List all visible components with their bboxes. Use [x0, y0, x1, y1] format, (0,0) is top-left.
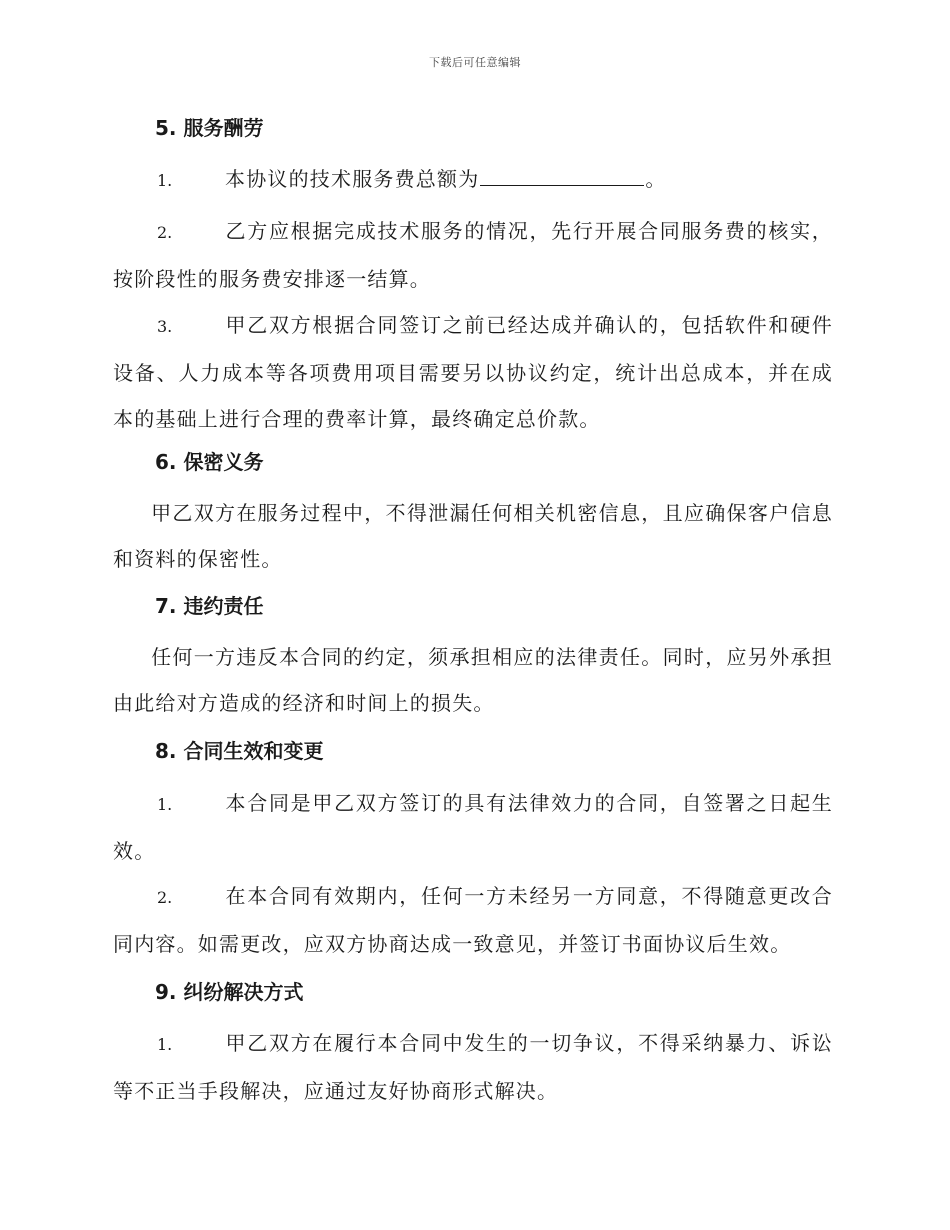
clause-number: 2.: [157, 888, 173, 907]
section-heading-6: 6. 保密义务: [155, 450, 264, 474]
clause-text: 在本合同有效期内，任何一方未经另一方同意，不得随意更改合同内容。如需更改，应双方协商达成一致意见，并签订书面协议后生效。: [113, 884, 833, 956]
clause-text: 本协议的技术服务费总额为: [225, 167, 480, 191]
paragraph-7: [113, 634, 833, 726]
section-heading-9: 9. 纠纷解决方式: [155, 980, 304, 1004]
clause-number: 1.: [157, 795, 173, 814]
clause-number: 1.: [157, 171, 173, 190]
clause-text: 甲乙双方在履行本合同中发生的一切争议，不得采纳暴力、诉讼等不正当手段解决，应通过友好协商形式解决。: [113, 1031, 833, 1103]
section-heading-8: 8. 合同生效和变更: [155, 739, 324, 763]
clause-5-3: [113, 302, 833, 442]
section-heading-5: 5. 服务酬劳: [155, 116, 264, 140]
clause-text: 甲乙双方根据合同签订之前已经达成并确认的，包括软件和硬件设备、人力成本等各项费用项目需要另以协议约定，统计出总成本，并在成本的基础上进行合理的费率计算，最终确定总价款。: [113, 313, 833, 431]
clause-number: 3.: [157, 317, 173, 336]
clause-8-2: [113, 873, 833, 967]
paragraph-6: [113, 490, 833, 582]
section-heading-7: 7. 违约责任: [155, 594, 264, 618]
clause-5-1: [113, 156, 833, 204]
clause-text: 乙方应根据完成技术服务的情况，先行开展合同服务费的核实，按阶段性的服务费安排逐一结算。: [113, 219, 833, 291]
fee-amount-blank: [480, 167, 644, 186]
paragraph-text: 任何一方违反本合同的约定，须承担相应的法律责任。同时，应另外承担由此给对方造成的经济和时间上的损失。: [113, 645, 833, 715]
clause-9-1: [113, 1020, 833, 1114]
clause-8-1: [113, 780, 833, 874]
clause-number: 2.: [157, 223, 173, 242]
clause-text: 本合同是甲乙双方签订的具有法律效力的合同，自签署之日起生效。: [113, 791, 833, 863]
page-header: 下载后可任意编辑: [429, 56, 521, 69]
clause-number: 1.: [157, 1035, 173, 1054]
clause-5-2: [113, 208, 833, 302]
paragraph-text: 甲乙双方在服务过程中，不得泄漏任何相关机密信息，且应确保客户信息和资料的保密性。: [113, 501, 833, 571]
clause-text-end: 。: [645, 167, 667, 191]
